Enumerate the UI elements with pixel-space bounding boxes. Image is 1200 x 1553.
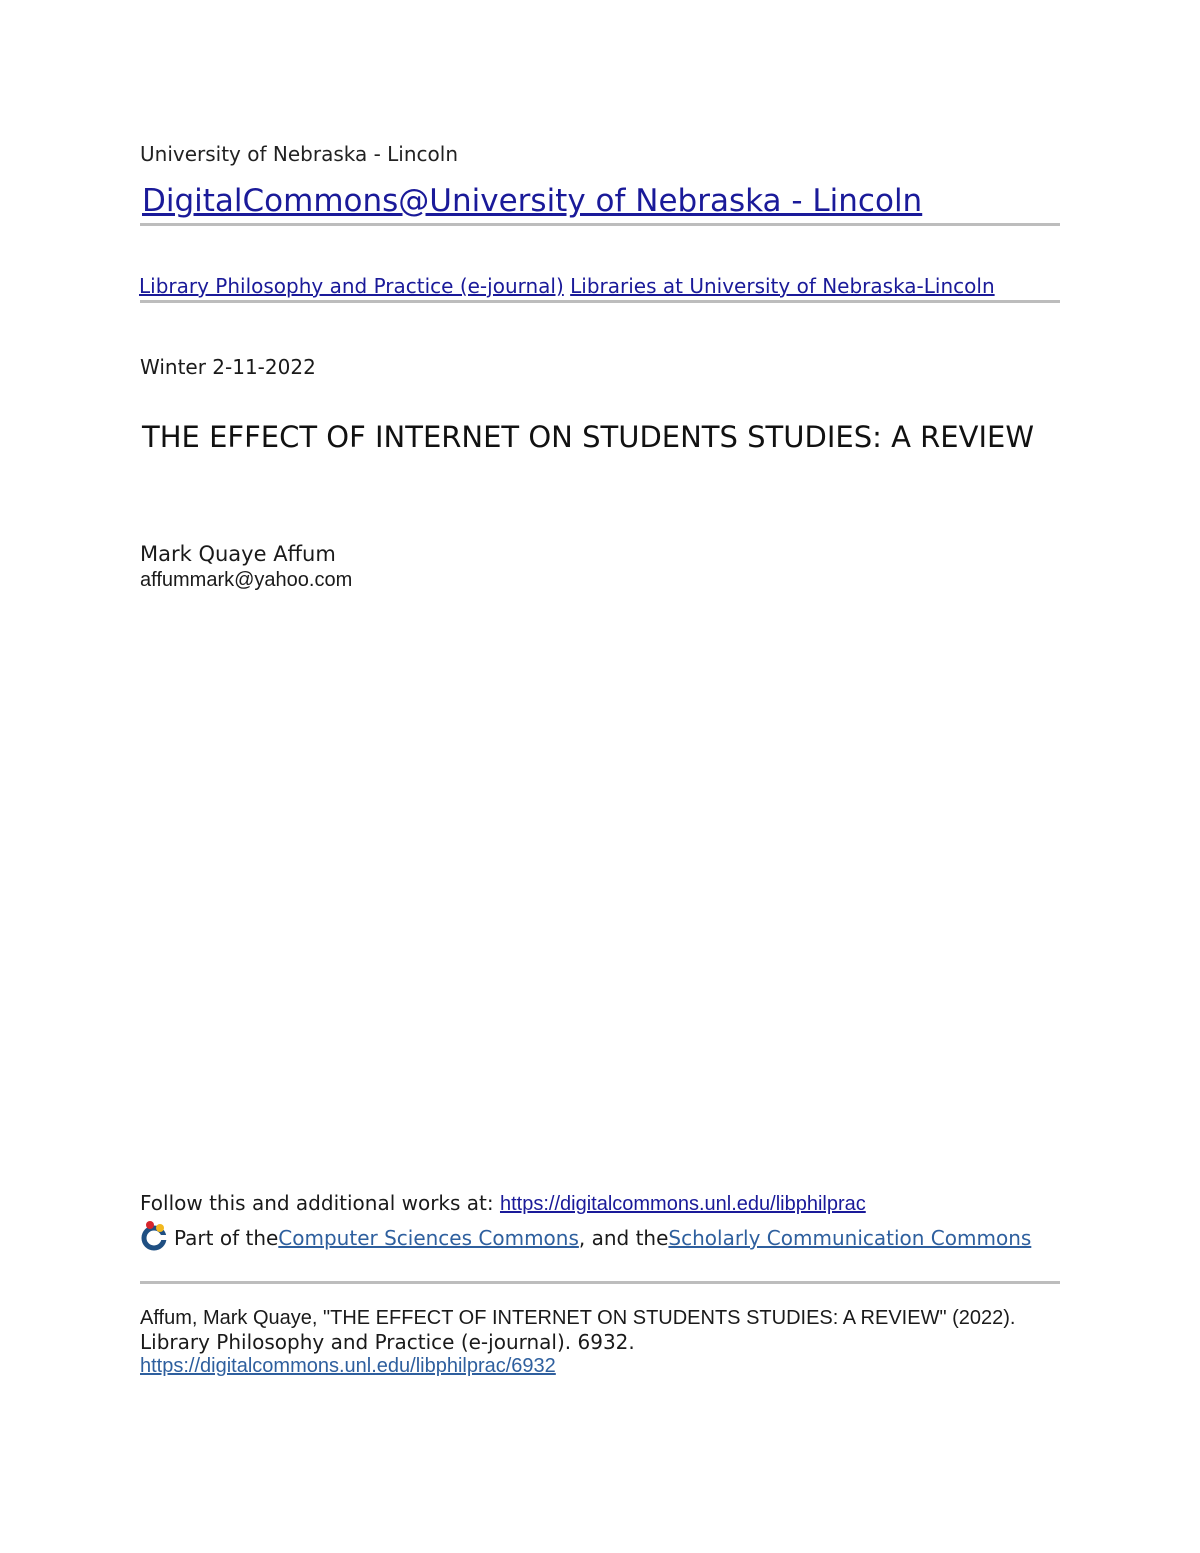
author-email: affummark@yahoo.com bbox=[140, 569, 353, 591]
part-of-middle: , and the bbox=[578, 1226, 669, 1250]
repository-link[interactable]: DigitalCommons@University of Nebraska - Lincoln bbox=[142, 183, 923, 219]
divider bbox=[140, 223, 1060, 226]
article-title: THE EFFECT OF INTERNET ON STUDENTS STUDIES: A REVIEW bbox=[142, 420, 1035, 454]
follow-url-link[interactable]: https://digitalcommons.unl.edu/libphilprac bbox=[499, 1193, 866, 1215]
computer-sciences-commons-link[interactable]: Computer Sciences Commons bbox=[278, 1226, 579, 1250]
divider bbox=[140, 300, 1060, 303]
author-name: Mark Quaye Affum bbox=[140, 542, 336, 566]
scholarly-communication-commons-link[interactable]: Scholarly Communication Commons bbox=[668, 1226, 1032, 1250]
divider bbox=[140, 1281, 1060, 1284]
citation-line-2: Library Philosophy and Practice (e-journal). 6932. bbox=[140, 1330, 635, 1354]
libraries-link[interactable]: Libraries at University of Nebraska-Lincoln bbox=[570, 274, 995, 298]
journal-link[interactable]: Library Philosophy and Practice (e-journal) bbox=[139, 274, 564, 298]
part-of-line bbox=[140, 1222, 1031, 1254]
publication-date: Winter 2-11-2022 bbox=[140, 355, 316, 379]
citation-block bbox=[140, 1306, 1080, 1378]
part-of-prefix: Part of the bbox=[174, 1226, 279, 1250]
follow-text: Follow this and additional works at: bbox=[140, 1191, 500, 1215]
journal-line bbox=[139, 274, 995, 298]
institution-name: University of Nebraska - Lincoln bbox=[140, 142, 458, 166]
citation-line-1: Affum, Mark Quaye, "THE EFFECT OF INTERNET ON STUDENTS STUDIES: A REVIEW" (2022). bbox=[140, 1307, 1016, 1329]
network-commons-icon bbox=[140, 1219, 170, 1251]
follow-line bbox=[140, 1191, 866, 1216]
citation-url-link[interactable]: https://digitalcommons.unl.edu/libphilprac/6932 bbox=[140, 1355, 556, 1377]
